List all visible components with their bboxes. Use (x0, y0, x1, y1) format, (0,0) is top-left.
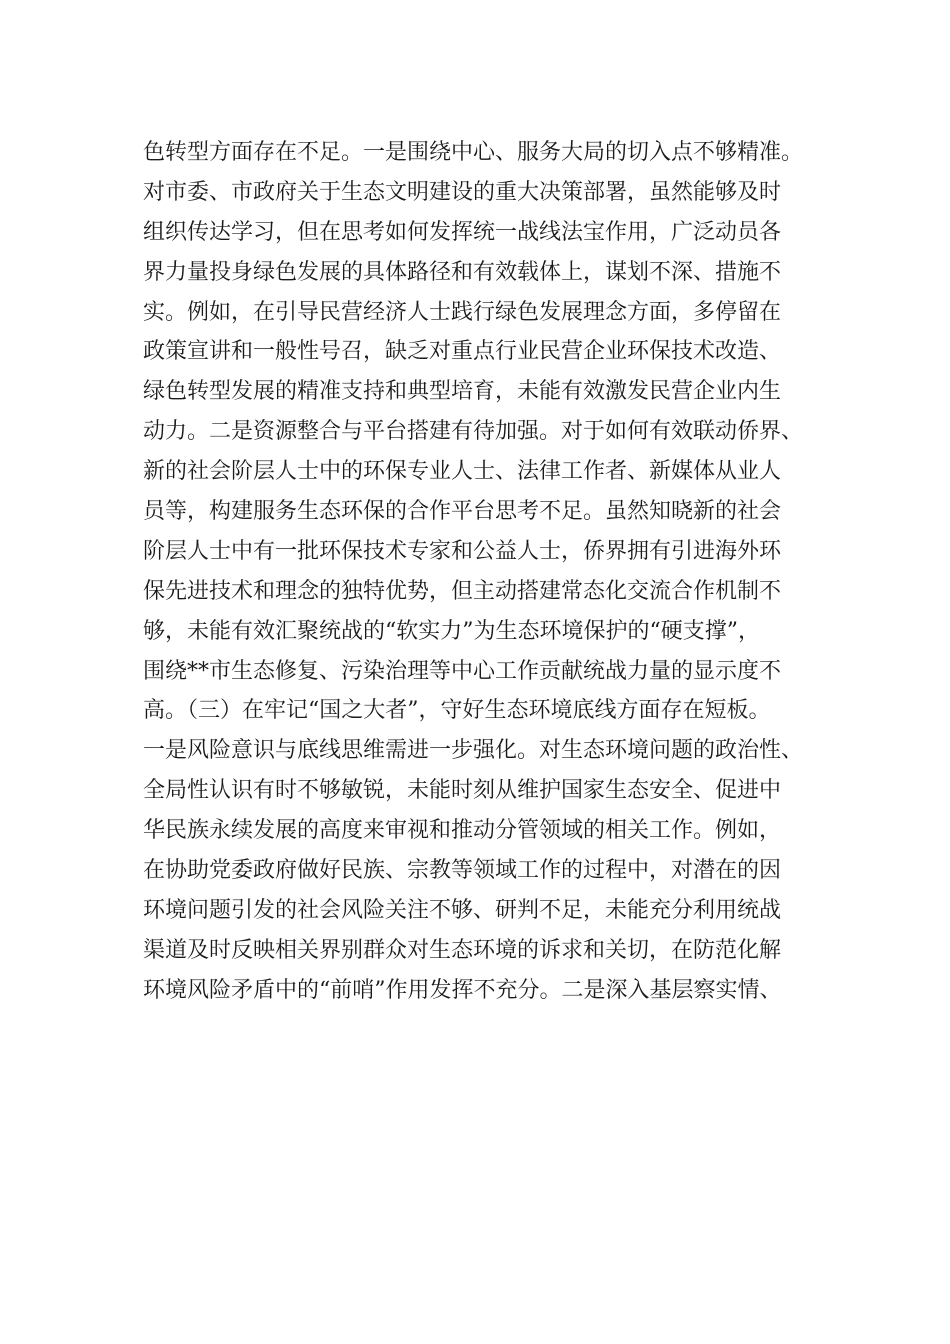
text-line: 对市委、市政府关于生态文明建设的重大决策部署，虽然能够及时 (143, 179, 782, 205)
text-line: 新的社会阶层人士中的环保专业人士、法律工作者、新媒体从业人 (143, 459, 782, 485)
text-line: 实。例如，在引导民营经济人士践行绿色发展理念方面，多停留在 (143, 299, 782, 325)
text-line: 政策宣讲和一般性号召，缺乏对重点行业民营企业环保技术改造、 (143, 339, 782, 365)
text-line: 渠道及时反映相关界别群众对生态环境的诉求和关切，在防范化解 (143, 937, 782, 963)
text-line: 围绕**市生态修复、污染治理等中心工作贡献统战力量的显示度不 (143, 658, 782, 684)
text-line: 华民族永续发展的高度来审视和推动分管领域的相关工作。例如， (143, 818, 782, 844)
text-line: 一是风险意识与底线思维需进一步强化。对生态环境问题的政治性、 (143, 738, 804, 764)
text-line: 环境问题引发的社会风险关注不够、研判不足，未能充分利用统战 (143, 897, 782, 923)
text-line: 界力量投身绿色发展的具体路径和有效载体上，谋划不深、措施不 (143, 259, 782, 285)
text-line: 动力。二是资源整合与平台搭建有待加强。对于如何有效联动侨界、 (143, 419, 804, 445)
text-line: 够，未能有效汇聚统战的“软实力”为生态环境保护的“硬支撑”， (143, 618, 760, 644)
text-line: 色转型方面存在不足。一是围绕中心、服务大局的切入点不够精准。 (143, 140, 804, 165)
text-line: 阶层人士中有一批环保技术专家和公益人士，侨界拥有引进海外环 (143, 538, 782, 564)
text-line: 高。（三）在牢记“国之大者”，守好生态环境底线方面存在短板。 (143, 698, 771, 724)
text-line: 组织传达学习，但在思考如何发挥统一战线法宝作用，广泛动员各 (143, 219, 782, 245)
text-line: 在协助党委政府做好民族、宗教等领域工作的过程中，对潜在的因 (143, 858, 782, 884)
text-line: 绿色转型发展的精准支持和典型培育，未能有效激发民营企业内生 (143, 379, 782, 405)
text-line: 环境风险矛盾中的“前哨”作用发挥不充分。二是深入基层察实情、 (143, 977, 782, 1003)
body-text (143, 133, 843, 1011)
text-line: 全局性认识有时不够敏锐，未能时刻从维护国家生态安全、促进中 (143, 778, 782, 804)
text-line: 员等，构建服务生态环保的合作平台思考不足。虽然知晓新的社会 (143, 499, 782, 525)
text-line: 保先进技术和理念的独特优势，但主动搭建常态化交流合作机制不 (143, 578, 782, 604)
